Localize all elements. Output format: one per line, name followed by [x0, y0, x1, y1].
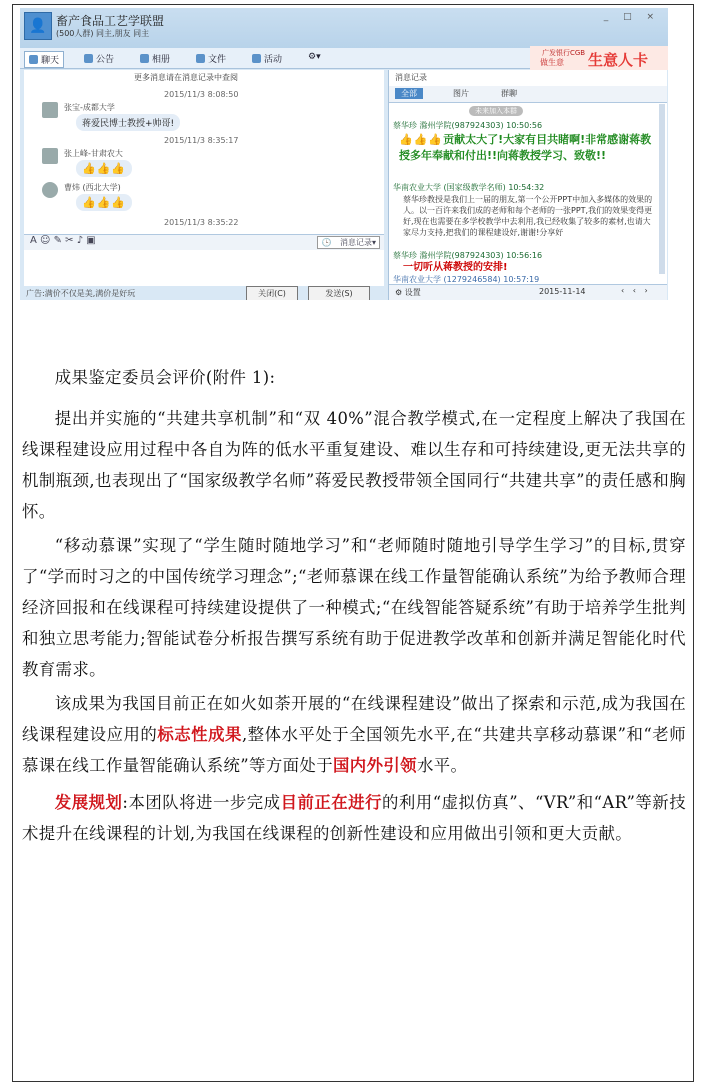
paragraph-2: “移动慕课”实现了“学生随时随地学习”和“老师随时随地引导学生学习”的目标,贯穿了“学而时习之的中国传统学习理念”;“老师慕课在线工作量智能确认系统”为给予教师合理经济回报和在线课程可持续建设提供了一种模式;“在线智能答疑系统”有助于培养学生批判和独立思考能力;智能试卷分析报告撰写系统有助于促进教学改革和创新并满足智能化时代教育需求。	[22, 536, 686, 679]
history-tabs	[389, 86, 667, 103]
input-tool-icons[interactable]: A ☺ ✎ ✂ ♪ ▣	[30, 235, 96, 246]
history-message	[399, 132, 659, 164]
section-heading: 成果鉴定委员会评价(附件 1):	[54, 368, 276, 387]
highlight-leading: 国内外引领	[333, 756, 417, 775]
message-bubble: 蒋爱民博士教授+帅哥!	[76, 114, 180, 131]
history-tab-all[interactable]: 全部	[395, 88, 423, 99]
praise-text: 贡献太大了!大家有目共睹啊!非常感谢蒋教授多年奉献和付出!!向蒋教授学习、致敬!!	[399, 133, 652, 162]
p3-text-b: ,整体水平处于全国领先水平,在“共建共享移动慕课”和“老师慕课在线工作量智能确认系统”等方面处于	[22, 725, 687, 775]
message-record-button[interactable]: 🕒 消息记录▾	[317, 236, 380, 249]
bank-slogan: 做生意	[540, 58, 564, 67]
history-link[interactable]: 更多消息请在消息记录中查阅	[134, 73, 238, 82]
history-sender: 蔡华珍 滁州学院(987924303) 10:56:16	[393, 251, 543, 260]
tab-label: 相册	[152, 55, 171, 65]
paragraph-4	[22, 787, 686, 849]
message-time: 2015/11/3 8:35:22	[164, 218, 239, 227]
history-footer	[389, 284, 667, 300]
album-icon	[140, 54, 149, 63]
avatar	[42, 148, 58, 164]
group-name: 畜产食品工艺学联盟	[56, 14, 165, 28]
p4-text-a: :本团队将进一步完成	[122, 793, 281, 812]
history-tab-images[interactable]: 图片	[453, 89, 469, 98]
chat-pane	[24, 70, 384, 234]
pagination-arrows[interactable]: ‹ ‹ ›	[621, 286, 651, 295]
tab-label: 公告	[96, 55, 115, 65]
group-avatar-icon: 👤	[24, 12, 52, 40]
tab-label: 文件	[208, 55, 227, 65]
window-buttons[interactable]: _ □ ×	[603, 12, 660, 22]
message-input[interactable]	[24, 250, 384, 286]
tab-album[interactable]	[136, 51, 174, 66]
group-subtitle: (500人群) 同主,朋友 同主	[56, 29, 150, 38]
invite-badge: 未来加入本群	[469, 106, 523, 116]
message-user: 张上峰-甘肃农大	[64, 149, 123, 158]
message-time: 2015/11/3 8:08:50	[164, 90, 239, 99]
scrollbar[interactable]	[659, 104, 665, 274]
highlight-plan: 发展规划	[54, 793, 123, 812]
chat-icon	[29, 55, 38, 64]
p3-text-c: 水平。	[416, 756, 468, 775]
message-bubble: 👍👍👍	[76, 160, 132, 177]
ad-hint[interactable]: 广告:满价不仅是美,满价是好玩	[26, 289, 136, 298]
bank-logo: 广发银行CGB	[542, 49, 586, 57]
tab-events[interactable]	[248, 51, 286, 66]
history-title: 消息记录	[395, 73, 427, 82]
settings-button[interactable]: ⚙ 设置	[395, 288, 421, 297]
paragraph-1: 提出并实施的“共建共享机制”和“双 40%”混合教学模式,在一定程度上解决了我国在线课程建设应用过程中各自为阵的低水平重复建设、难以生存和可持续建设,更无法共享的机制瓶颈,也表现出了“国家级教学名师”蒋爱民教授带领全国同行“共建共享”的责任感和胸怀。	[22, 409, 686, 521]
message-user: 曹炜 (西北大学)	[64, 183, 121, 192]
send-button[interactable]: 发送(S)	[308, 286, 370, 300]
message-record-label: 消息记录	[339, 238, 372, 247]
flag-icon	[252, 54, 261, 63]
qq-title-bar	[20, 8, 668, 48]
document-body	[22, 362, 686, 849]
message-user: 张宝-成都大学	[64, 103, 115, 112]
settings-label: 设置	[404, 288, 421, 297]
p4-text-b: 的利用“虚拟仿真”、“VR”和“AR”等新技术提升在线课程的计划,为我国在线课程的创新性建设和应用做出引领和更大贡献。	[22, 793, 686, 843]
tab-chat[interactable]	[24, 51, 64, 68]
history-tab-groupchat[interactable]: 群聊	[501, 89, 517, 98]
p3-text-a: 该成果为我国目前正在如火如荼开展的“在线课程建设”做出了探索和示范,成为我国在线课程建设应用的	[22, 694, 686, 744]
history-sender: 华南农业大学 (1279246584) 10:57:19	[393, 275, 540, 284]
paragraph-3	[22, 688, 686, 781]
history-date: 2015-11-14	[539, 287, 586, 296]
bank-ad-banner[interactable]	[530, 46, 668, 70]
message-time: 2015/11/3 8:35:17	[164, 136, 239, 145]
input-toolbar	[24, 234, 384, 251]
tab-label: 活动	[264, 55, 283, 65]
close-button[interactable]: 关闭(C)	[246, 286, 298, 300]
folder-icon	[196, 54, 205, 63]
tab-files[interactable]	[192, 51, 230, 66]
notice-icon	[84, 54, 93, 63]
highlight-landmark: 标志性成果	[157, 725, 242, 744]
qq-chat-screenshot	[20, 8, 668, 300]
message-bubble: 👍👍👍	[76, 194, 132, 211]
thumbs-up-icon: 👍👍👍	[399, 133, 444, 146]
history-sender: 华南农业大学 (国家级教学名师) 10:54:32	[393, 183, 545, 192]
history-sender: 蔡华珍 滁州学院(987924303) 10:50:56	[393, 121, 543, 130]
avatar	[42, 182, 58, 198]
highlight-ongoing: 目前正在进行	[280, 793, 382, 812]
gear-icon[interactable]: ⚙▾	[308, 52, 321, 62]
bank-card-name: 生意人卡	[588, 51, 649, 69]
tab-notice[interactable]	[80, 51, 118, 66]
history-pane	[388, 70, 667, 300]
tab-label: 聊天	[41, 56, 60, 66]
history-message: 一切听从蒋教授的安排!	[403, 262, 508, 273]
avatar	[42, 102, 58, 118]
history-message: 蔡华珍教授是我们上一届的朋友,第一个公开PPT中加入多媒体的效果的人。以一百许来我们成的老师和每个老师的一张PPT,我们的效果变得更好,现在也需要在多学校教学中去利用,我已经收集了较多的素材,也请大家尽力支持,把我们的课程建设好,谢谢!分享好	[403, 195, 653, 237]
